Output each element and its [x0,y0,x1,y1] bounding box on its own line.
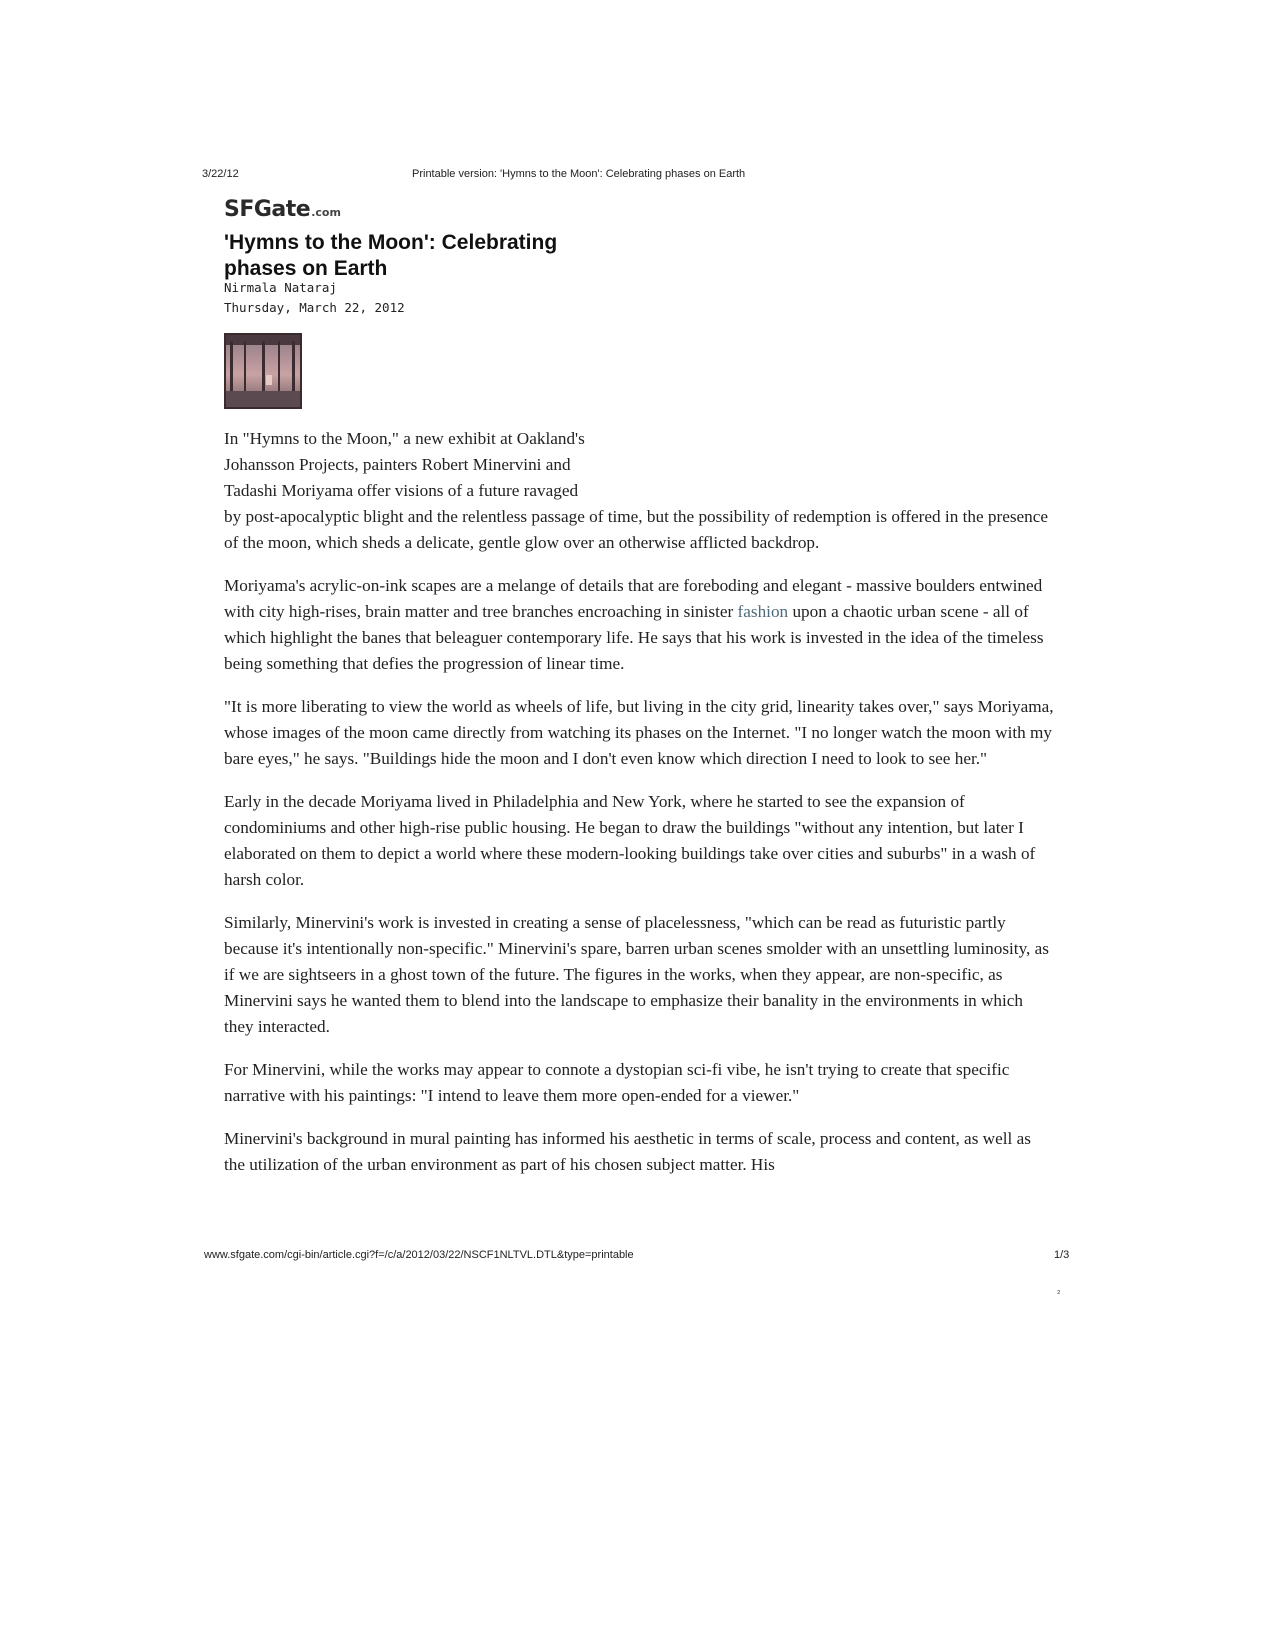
paragraph-1 [224,426,1056,556]
print-footer-mark: ₂ [1057,1285,1061,1295]
article-thumbnail-image[interactable] [224,333,302,409]
print-footer-page-number: 1/3 [1054,1249,1070,1261]
article-date: Thursday, March 22, 2012 [224,300,405,315]
logo-domain-text: .com [311,206,341,219]
article-body [224,426,1056,1195]
article-author: Nirmala Nataraj [224,280,337,295]
print-header-date: 3/22/12 [202,168,239,180]
fashion-link[interactable]: fashion [737,602,789,621]
paragraph-3: "It is more liberating to view the world as wheels of life, but living in the city grid, linearity takes over," says Moriyama, whose images of the moon came directly from watching its phases on the Internet. "I no longer watch the moon with my bare eyes," he says. "Buildings hide the moon and I don't even know which direction I need to look to see her." [224,697,1054,768]
paragraph-5: Similarly, Minervini's work is invested in creating a sense of placelessness, "which can be read as futuristic partly because it's intentionally non-specific." Minervini's spare, barren urban scenes smolder with an unsettling luminosity, as if we are sightseers in a ghost town of the future. The figures in the works, when they appear, are non-specific, as Minervini says he wanted them to blend into the landscape to emphasize their banality in the environments in which they interacted. [224,913,1049,1036]
paragraph-4: Early in the decade Moriyama lived in Philadelphia and New York, where he started to see the expansion of condominiums and other high-rise public housing. He began to draw the buildings "without any intention, but later I elaborated on them to depict a world where these modern-looking buildings take over cities and suburbs" in a wash of harsh color. [224,792,1036,889]
paragraph-1-line-2: Johansson Projects, painters Robert Minervini and [224,455,571,474]
paragraph-2 [224,573,1056,677]
print-header-title: Printable version: 'Hymns to the Moon': Celebrating phases on Earth [412,168,746,180]
paragraph-1-line-3: Tadashi Moriyama offer visions of a future ravaged [224,481,579,500]
article-headline: 'Hymns to the Moon': Celebrating phases on Earth [224,231,558,280]
paragraph-2-before-link: Moriyama's acrylic-on-ink scapes are a melange of details that are foreboding and elegant - massive boulders entwined with city high-rises, brain matter and tree branches encroaching in sinister [224,576,1043,621]
paragraph-7: Minervini's background in mural painting has informed his aesthetic in terms of scale, process and content, as well as the utilization of the urban environment as part of his chosen subject matter. His [224,1129,1031,1174]
paragraph-1-rest: by post-apocalyptic blight and the relentless passage of time, but the possibility of redemption is offered in the presence of the moon, which sheds a delicate, gentle glow over an otherwise afflicted backdrop. [224,507,1048,552]
paragraph-2-after-link: upon a chaotic urban scene - all of which highlight the banes that beleaguer contemporary life. He says that his work is invested in the idea of the timeless being something that defies the progression of linear time. [224,602,1044,673]
thumbnail-painting-graphic [226,335,300,407]
sfgate-logo[interactable] [224,197,341,222]
logo-main-text: SFGate [224,197,311,222]
paragraph-1-line-1: In "Hymns to the Moon," a new exhibit at Oakland's [224,429,585,448]
paragraph-6: For Minervini, while the works may appear to connote a dystopian sci-fi vibe, he isn't trying to create that specific narrative with his paintings: "I intend to leave them more open-ended for a viewer." [224,1060,1010,1105]
print-footer-url: www.sfgate.com/cgi-bin/article.cgi?f=/c/a/2012/03/22/NSCF1NLTVL.DTL&type=printable [204,1249,634,1261]
